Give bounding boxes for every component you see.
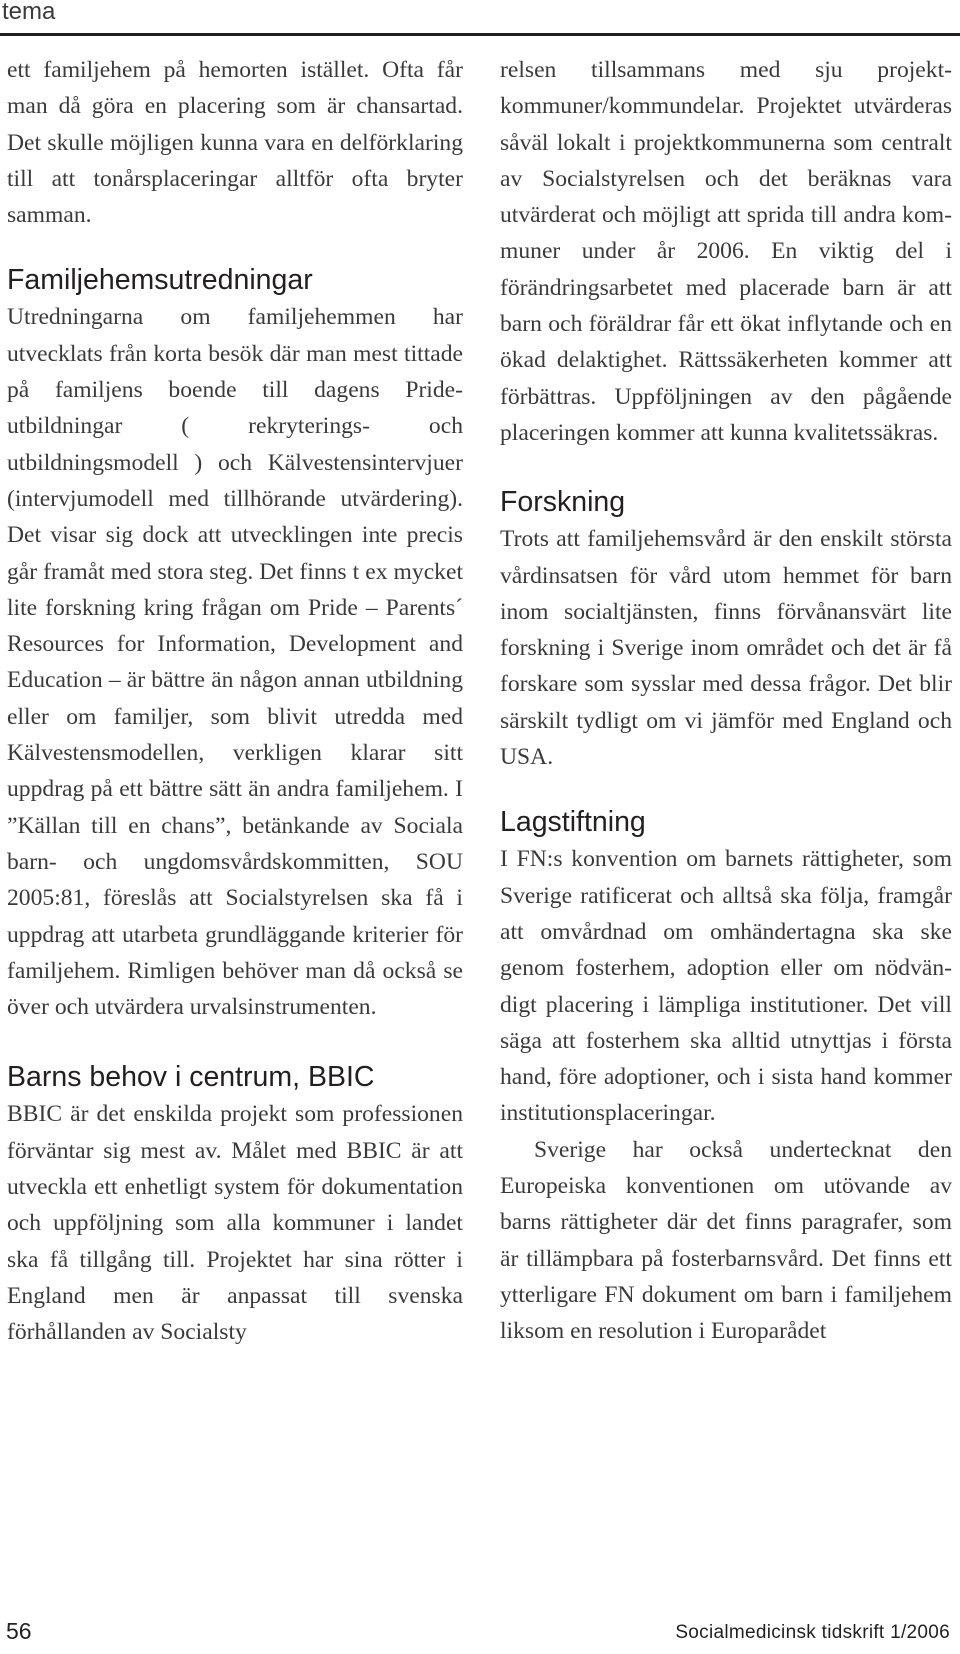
section-tag: tema <box>2 0 56 25</box>
heading-forskning: Forskning <box>500 486 626 519</box>
lagstiftning-paragraph-2: Sverige har också undertecknat den Europeiska konventionen om utövande av barns rättigheter där det finns paragrafer, som är tillämpbara på fosterbarnsvård. Det finns ett ytterligare FN dokument om barn i familjehem liksom en resolution i Europarådet <box>500 1136 952 1345</box>
journal-name: Socialmedicinsk tidskrift 1/2006 <box>675 1622 950 1643</box>
lagstiftning-paragraph-1: I FN:s konvention om barnets rättigheter, som Sverige ratificerat och alltså ska följa, framgår att omvårdnad om omhändertagna ska ske genom fosterhem, adoption eller om nödvändigt placering i lämpliga institutioner. Det vill säga att fosterhem ska alltid utnyttjas i första hand, före adoptioner, och i sista hand kommer institutionsplaceringar. <box>500 846 952 1127</box>
right-intro-paragraph: relsen tillsammans med sju projektkommuner/kommundelar. Projektet utvärderas såväl lokalt i projektkommunerna som centralt av Socialstyrelsen och det beräknas vara utvärderat och möjligt att sprida till andra kommuner under år 2006. En viktig del i förändringsarbetet med placerade barn är att barn och föräldrar får ett ökat inflytande och en ökad delaktighet. Rättssäkerheten kommer att förbättras. Uppföljningen av den pågående placeringen kommer att kunna kvalitetssäkras. <box>500 57 952 446</box>
left-column <box>7 52 463 1351</box>
familjehemsutredningar-paragraph: Utredningarna om familjehemmen har utvecklats från korta besök där man mest tittade på familjens boende till dagens Pride-utbildningar ( rekryterings- och utbildningsmodell ) och Kälvestensintervjuer (intervjumodell med tillhörande utvärdering). Det visar sig dock att utvecklingen inte precis går framåt med stora steg. Det finns t ex mycket lite forskning kring frågan om Pride – Parents´ Resources for Information, Development and Education – är bättre än någon annan utbildning eller om familjer, som blivit utredda med Kälvestensmodellen, verkligen klarar sitt uppdrag på ett bättre sätt än andra familjehem. I ”Källan till en chans”, betänkande av Sociala barn- och ungdomsvårdskommitten, SOU 2005:81, föreslås att Socialstyrelsen ska få i uppdrag att utarbeta grundläggande kriterier för familjehem. Rimligen behöver man då också se över och utvärdera urvalsinstrumenten. <box>7 304 463 1021</box>
heading-lagstiftning: Lagstiftning <box>500 806 646 839</box>
heading-familjehemsutredningar: Familjehemsutredningar <box>7 264 313 297</box>
header-rule <box>0 33 960 36</box>
bbic-paragraph: BBIC är det enskilda projekt som professionen förväntar sig mest av. Målet med BBIC är att utveckla ett enhetligt system för dokumentation och uppföljning som alla kommuner i landet ska få tillgång till. Projektet har sina rötter i England men är anpassat till svenska förhållanden av Socialsty <box>7 1101 463 1346</box>
right-column <box>500 52 952 1350</box>
heading-bbic: Barns behov i centrum, BBIC <box>7 1061 375 1094</box>
page-number: 56 <box>6 1618 32 1644</box>
forskning-paragraph: Trots att familjehemsvård är den enskilt största vårdinsatsen för vård utom hemmet för barn inom socialtjänsten, finns förvånansvärt lite forskning i Sverige inom området och det är få forskare som sysslar med dessa frågor. Det blir särskilt tydligt om vi jämför med England och USA. <box>500 526 952 771</box>
left-intro-paragraph: ett familjehem på hemorten istället. Ofta får man då göra en placering som är chansartad. Det skulle möjligen kunna vara en delförklaring till att tonårsplaceringar alltför ofta bryter samman. <box>7 57 463 229</box>
